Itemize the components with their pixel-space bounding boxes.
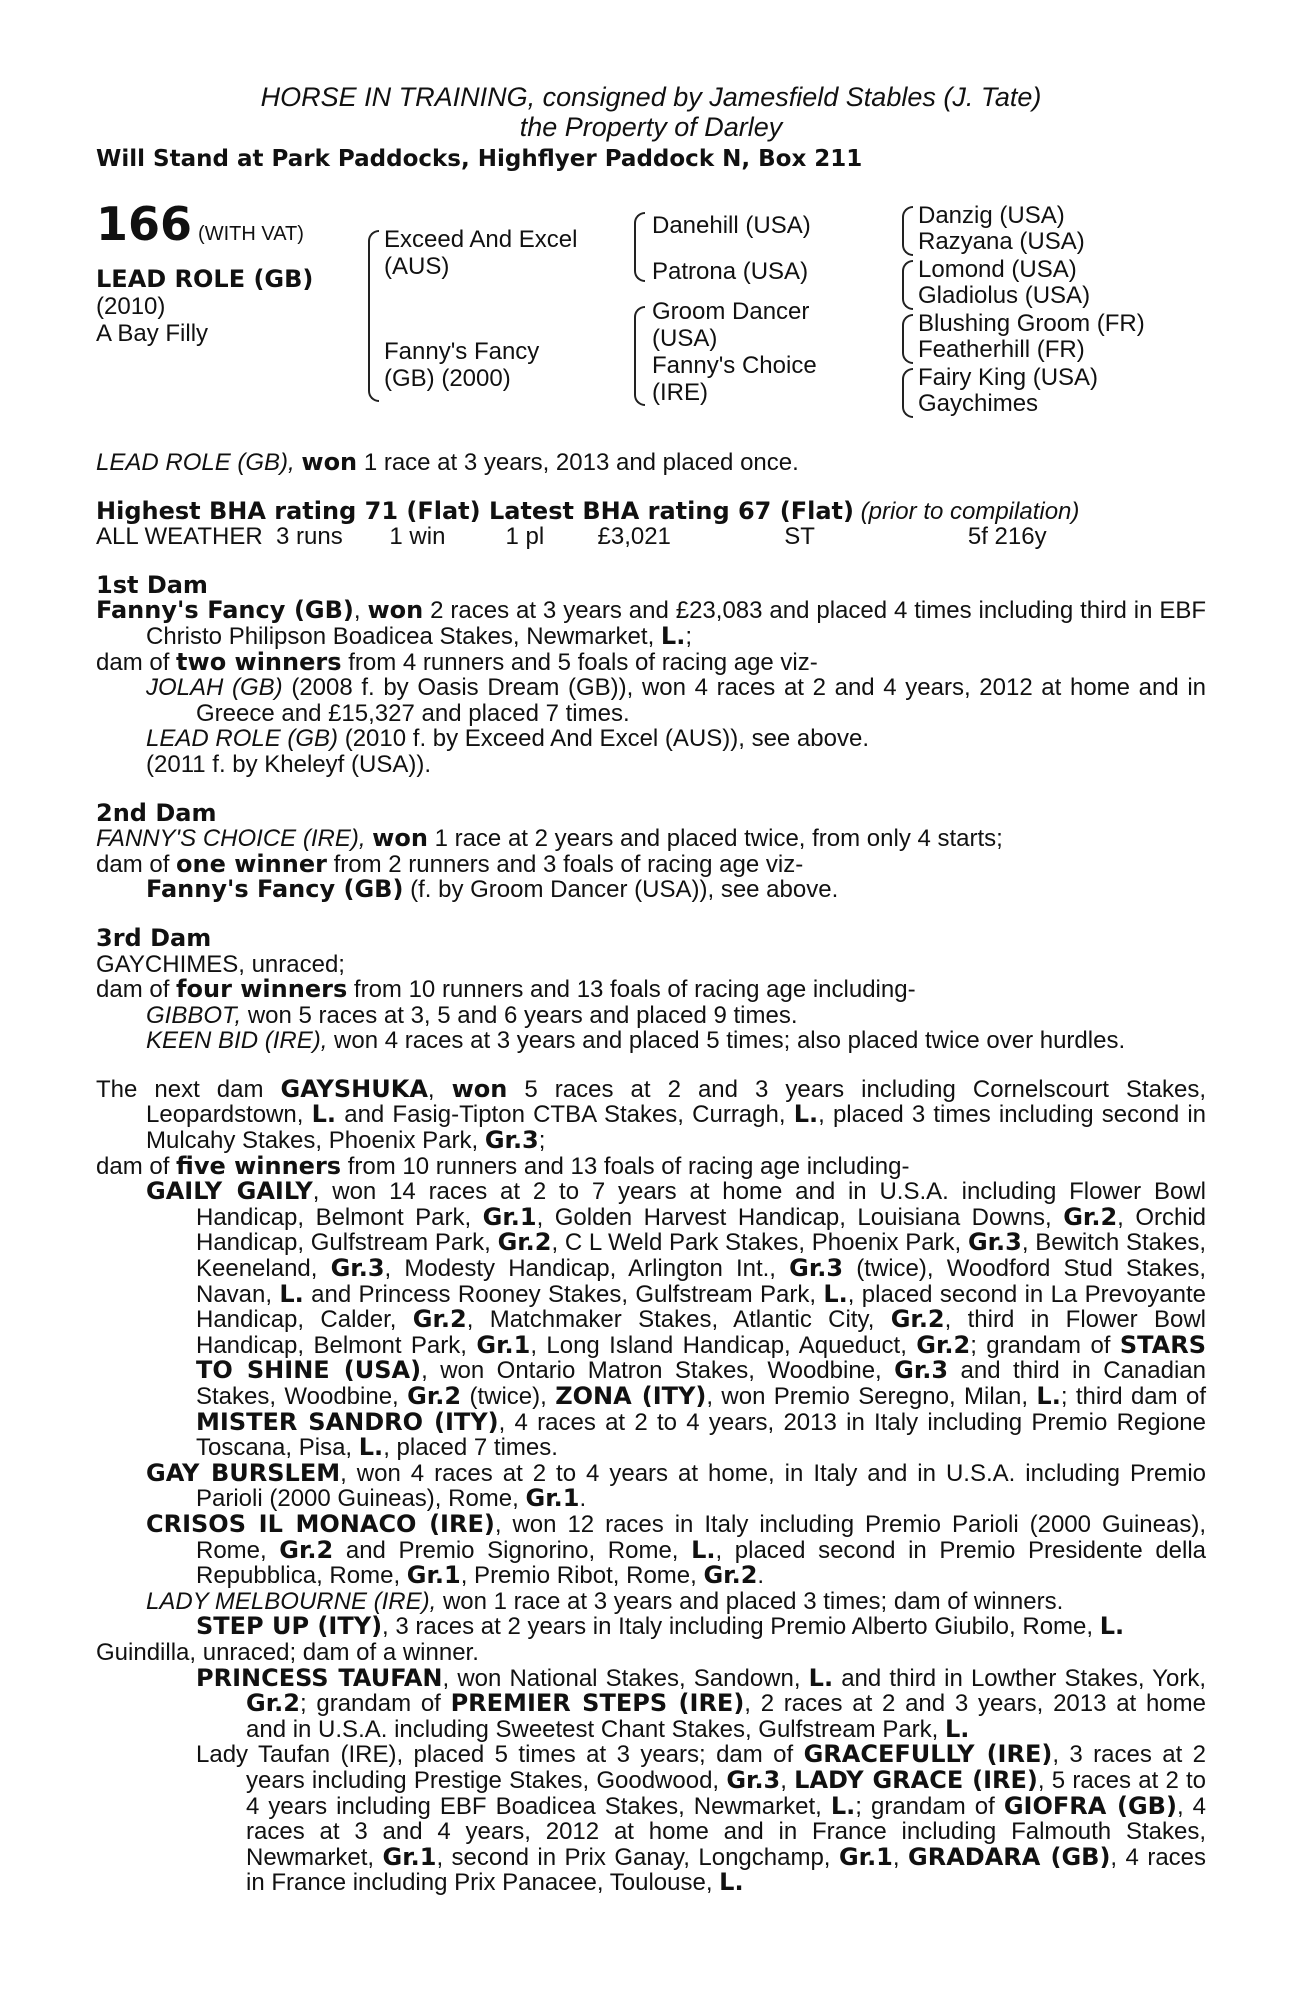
next-dam-section xyxy=(96,1074,1207,1897)
brace-gen3-2 xyxy=(902,260,913,310)
dam-record: Fanny's Fancy (GB), won 2 races at 3 years and £23,083 and placed 4 times including third in EBF Christo Philipson Boadicea Stakes, Newmarket, L.; xyxy=(96,596,1206,650)
pedigree-sire: Exceed And Excel (AUS) xyxy=(384,226,578,280)
pedigree-sire-dam: Patrona (USA) xyxy=(652,258,809,285)
vat-note: (WITH VAT) xyxy=(198,223,304,245)
produce-entry: (2011 f. by Kheleyf (USA)). xyxy=(146,750,431,778)
produce-entry-step-up: STEP UP (ITY), 3 races at 2 years in Italy including Premio Alberto Giubilo, Rome, L. xyxy=(196,1612,1125,1641)
second-dam-section xyxy=(96,798,1206,904)
produce-entry: KEEN BID (IRE), won 4 races at 3 years and placed 5 times; also placed twice over hurdles. xyxy=(146,1027,1126,1055)
race-summary: LEAD ROLE (GB), won 1 race at 3 years, 2013 and placed once. xyxy=(96,448,799,476)
produce-entry: LEAD ROLE (GB) (2010 f. by Exceed And Excel (AUS)), see above. xyxy=(146,725,869,753)
lot-number: 166 xyxy=(96,197,193,251)
catalogue-page xyxy=(96,82,1206,1896)
brace-sire-dam xyxy=(368,230,379,402)
brace-gen3-3 xyxy=(902,314,913,364)
stand-location: Will Stand at Park Paddocks, Highflyer Paddock N, Box 211 xyxy=(96,146,863,172)
pedigree-gen3-8: Gaychimes xyxy=(918,390,1039,417)
brace-gen3-4 xyxy=(902,368,913,418)
pedigree-gen3-5: Blushing Groom (FR) xyxy=(918,310,1145,337)
pedigree-gen3-6: Featherhill (FR) xyxy=(918,336,1085,363)
third-dam-section xyxy=(96,923,1206,1055)
produce-summary: dam of two winners from 4 runners and 5 foals of racing age viz- xyxy=(96,647,818,676)
pedigree-gen3-4: Gladiolus (USA) xyxy=(918,282,1091,309)
brace-dam-parents xyxy=(634,306,645,406)
property-line: the Property of Darley xyxy=(519,112,783,142)
section-heading: 1st Dam xyxy=(96,570,208,599)
produce-entry: JOLAH (GB) (2008 f. by Oasis Dream (GB)), won 4 races at 2 and 4 years, 2012 at home and in Greece and £15,327 and placed 7 times. xyxy=(146,674,1207,727)
first-dam-section xyxy=(96,570,1207,778)
dam-record: FANNY'S CHOICE (IRE), won 1 race at 2 years and placed twice, from only 4 starts; xyxy=(96,824,1003,853)
produce-entry-lady-melbourne: LADY MELBOURNE (IRE), won 1 race at 3 years and placed 3 times; dam of winners. xyxy=(146,1587,1064,1615)
ratings-note: (prior to compilation) xyxy=(860,497,1080,525)
pedigree-dam: Fanny's Fancy (GB) (2000) xyxy=(384,338,540,392)
produce-entry: Fanny's Fancy (GB) (f. by Groom Dancer (USA)), see above. xyxy=(146,875,839,904)
produce-entry-guindilla: Guindilla, unraced; dam of a winner. xyxy=(96,1638,479,1666)
produce-entry-lady-taufan: Lady Taufan (IRE), placed 5 times at 3 years; dam of GRACEFULLY (IRE), 3 races at 2 years including Prestige Stakes, Goodwood, Gr.3, LADY GRACE (IRE), 5 races at 2 to 4 years including EBF Boadicea Stakes, Newmarket, L.; grandam of GIOFRA (GB), 4 races at 3 and 4 years, 2012 at home and in France including Falmouth Stakes, Newmarket, Gr.1, second in Prix Ganay, Longchamp, Gr.1, GRADARA (GB), 4 races in France including Prix Panacee, Toulouse, L. xyxy=(196,1740,1207,1897)
consignor-line: HORSE IN TRAINING, consigned by Jamesfield Stables (J. Tate) xyxy=(260,82,1042,112)
pedigree-dam-dam: Fanny's Choice (IRE) xyxy=(652,352,817,406)
pedigree-table xyxy=(96,197,1206,432)
produce-summary: dam of five winners from 10 runners and 13 foals of racing age including- xyxy=(96,1151,910,1180)
produce-summary: dam of one winner from 2 runners and 3 foals of racing age viz- xyxy=(96,849,804,878)
produce-entry: GIBBOT, won 5 races at 3, 5 and 6 years and placed 9 times. xyxy=(146,1001,798,1029)
pedigree-gen3-7: Fairy King (USA) xyxy=(918,364,1099,391)
dam-record: GAYCHIMES, unraced; xyxy=(96,950,345,978)
dam-record: The next dam GAYSHUKA, won 5 races at 2 and 3 years including Cornelscourt Stakes, Leopardstown, L. and Fasig-Tipton CTBA Stakes, Curragh, L., placed 3 times including second in Mulcahy Stakes, Phoenix Park, Gr.3; xyxy=(96,1074,1207,1155)
produce-entry-princess-taufan: PRINCESS TAUFAN, won National Stakes, Sandown, L. and third in Lowther Stakes, York, Gr.2; grandam of PREMIER STEPS (IRE), 2 races at 2 and 3 years, 2013 at home and in U.S.A. including Sweetest Chant Stakes, Gulfstream Park, L. xyxy=(196,1663,1206,1743)
pedigree-gen3-2: Razyana (USA) xyxy=(918,228,1085,255)
produce-entry-crisos-il-monaco: CRISOS IL MONACO (IRE), won 12 races in Italy including Premio Parioli (2000 Guineas), Rome, Gr.2 and Premio Signorino, Rome, L., placed second in Premio Presidente della Repubblica, Rome, Gr.1, Premio Ribot, Rome, Gr.2. xyxy=(146,1509,1207,1590)
brace-sire-parents xyxy=(634,212,645,282)
produce-summary: dam of four winners from 10 runners and 13 foals of racing age including- xyxy=(96,975,916,1004)
foaling-year: (2010) xyxy=(96,293,166,320)
horse-description: A Bay Filly xyxy=(96,320,209,347)
section-heading: 2nd Dam xyxy=(96,798,217,827)
brace-gen3-1 xyxy=(902,206,913,256)
pedigree-sire-sire: Danehill (USA) xyxy=(652,212,811,239)
produce-entry-gaily-gaily: GAILY GAILY, won 14 races at 2 to 7 years at home and in U.S.A. including Flower Bowl Handicap, Belmont Park, Gr.1, Golden Harvest Handicap, Louisiana Downs, Gr.2, Orchid Handicap, Gulfstream Park, Gr.2, C L Weld Park Stakes, Phoenix Park, Gr.3, Bewitch Stakes, Keeneland, Gr.3, Modesty Handicap, Arlington Int., Gr.3 (twice), Woodford Stud Stakes, Navan, L. and Princess Rooney Stakes, Gulfstream Park, L., placed second in La Prevoyante Handicap, Calder, Gr.2, Matchmaker Stakes, Atlantic City, Gr.2, third in Flower Bowl Handicap, Belmont Park, Gr.1, Long Island Handicap, Aqueduct, Gr.2; grandam of STARS TO SHINE (USA), won Ontario Matron Stakes, Woodbine, Gr.3 and third in Canadian Stakes, Woodbine, Gr.2 (twice), ZONA (ITY), won Premio Seregno, Milan, L.; third dam of MISTER SANDRO (ITY), 4 races at 2 to 4 years, 2013 in Italy including Premio Regione Toscana, Pisa, L., placed 7 times. xyxy=(146,1177,1207,1462)
pedigree-dam-sire: Groom Dancer (USA) xyxy=(652,298,810,352)
bha-ratings: Highest BHA rating 71 (Flat) Latest BHA rating 67 (Flat) xyxy=(96,496,854,525)
produce-entry-gay-burslem: GAY BURSLEM, won 4 races at 2 to 4 years at home, in Italy and in U.S.A. including Premio Parioli (2000 Guineas), Rome, Gr.1. xyxy=(146,1458,1207,1513)
lot-number-block xyxy=(96,197,304,251)
horse-name: LEAD ROLE (GB) xyxy=(96,265,314,293)
catalogue-body xyxy=(96,450,1206,1896)
pedigree-gen3-3: Lomond (USA) xyxy=(918,256,1077,283)
ratings-section xyxy=(96,496,1206,551)
section-heading: 3rd Dam xyxy=(96,923,212,952)
all-weather-record: ALL WEATHER 3 runs 1 win 1 pl £3,021 ST 5f 216y xyxy=(96,523,1047,551)
pedigree-gen3-1: Danzig (USA) xyxy=(918,202,1065,229)
